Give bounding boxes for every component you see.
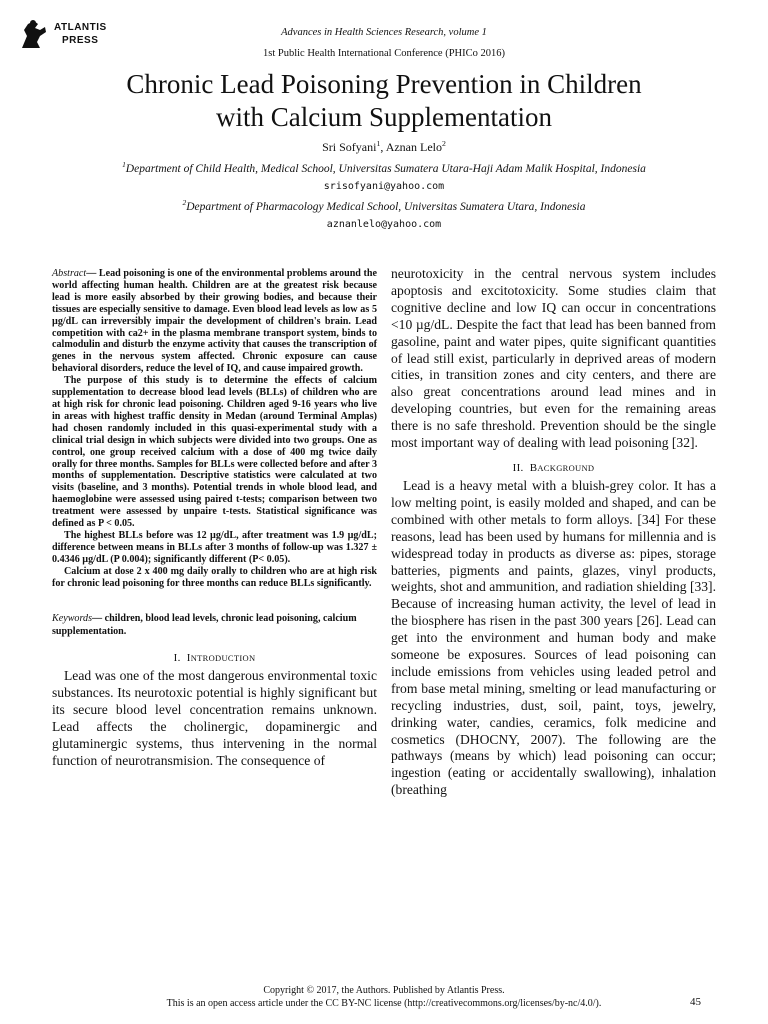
abstract-dash: — [86, 268, 97, 279]
footer-license: This is an open access article under the CC BY-NC license (http://creativecommons.org/licenses/by-nc/4.0/). [166, 998, 602, 1009]
author-email[interactable]: aznanlelo@yahoo.com [326, 219, 442, 230]
abstract-paragraph: Calcium at dose 2 x 400 mg daily orally to children who are at high risk for chronic lead poisoning for three months can reduce BLLs significantly. [52, 565, 377, 589]
abstract [52, 268, 377, 589]
section-title-initial: I [186, 652, 191, 665]
footer-copyright: Copyright © 2017, the Authors. Published by Atlantis Press. [263, 985, 505, 996]
logo-line-press: PRESS [62, 35, 99, 46]
author-email[interactable]: srisofyani@yahoo.com [323, 181, 445, 192]
body-paragraph: Lead is a heavy metal with a bluish-grey color. It has a low melting point, is easily molded and shaped, and can be combined with other metals to form alloys. [34] For these reasons, lead has been used by humans for millennia and is widespread today in products as diverse as: pipes, storage batteries, pigments and paints, glazes, vinyl products, weights, shot and ammunition, and radiation shielding [33]. Because of increasing human activity, the level of lead in the biosphere has risen in the past 300 years [26]. Lead can get into the environment and human body and make someone be exposures. Sources of lead poisoning can include emissions from vehicles using leaded petrol and from base metal mining, smelting or lead manufacturing or recycling industries, dust, soil, paint, toys, jewelry, drinking water, candies, ceramics, folk medicine and cosmetics (DHOCNY, 2007). The following are the pathways (means by which) lead poisoning can occur; ingestion (eating or accidentally swallowing), inhalation (breathing [391, 477, 716, 798]
page-number: 45 [690, 996, 701, 1008]
author-separator: , [380, 140, 386, 154]
affiliation-text: Department of Child Health, Medical School, Universitas Sumatera Utara-Haji Adam Malik Hospital, Indonesia [125, 163, 646, 175]
author-affiliation-mark: 2 [442, 139, 446, 148]
affiliation-2 [0, 198, 768, 213]
title-line-1: Chronic Lead Poisoning Prevention in Children [126, 69, 642, 99]
keywords [52, 613, 377, 638]
author-name: Sri Sofyani [322, 140, 377, 154]
abstract-paragraph: The purpose of this study is to determine the effects of calcium supplementation to decrease blood lead levels (BLLs) of children who are at high risk for chronic lead poisoning. Children aged 9-16 years who live in areas with highest traffic density in Medan (around Terminal Amplas) had chosen randomly included in this quasi-experimental study with a clinical trial design in which subjects were divided into two groups. One as control, one group received calcium with a dose of 400 mg twice daily orally for three months. Samples for BLLs were collected before and after 3 months of supplementation. Descriptive statistics were calculated at two visits (baseline, and 3 months). Potential trends in whole blood lead, and haemoglobine were assessed using paired t-tests; comparison between two treatment were assessed by unpaire t-tests. Statistical significance was defined as P < 0.05. [52, 375, 377, 530]
section-title-rest: ACKGROUND [537, 462, 595, 473]
keywords-text: children, blood lead levels, chronic lead poisoning, calcium supplementation. [52, 613, 357, 637]
right-column [391, 266, 716, 799]
affiliation-1 [0, 160, 768, 175]
affiliation-text: Department of Pharmacology Medical School, Universitas Sumatera Utara, Indonesia [186, 201, 586, 213]
abstract-paragraph: The highest BLLs before was 12 µg/dL, after treatment was 1.9 µg/dL; difference between means in BLLs after 3 months of follow-up was 1.327 ± 0.4346 µg/dL (P 0.004); significantly different (P< 0.05). [52, 529, 377, 565]
body-paragraph: Lead was one of the most dangerous environmental toxic substances. Its neurotoxic potential is highly significant but its secure blood level concentration remains unknown. Lead affects the cholinergic, dopaminergic and glutaminergic systems, thus intervening in the normal function of neurotransmision. The consequence of [52, 668, 377, 768]
title-line-2: with Calcium Supplementation [216, 102, 552, 132]
conference-name: 1st Public Health International Conference (PHICo 2016) [262, 48, 506, 59]
logo-line-atlantis: ATLANTIS [54, 22, 107, 33]
affiliation-mark: 1 [122, 160, 126, 170]
keywords-dash: — [92, 613, 103, 625]
paper-title [40, 68, 728, 134]
body-paragraph: neurotoxicity in the central nervous system includes apoptosis and excitotoxicity. Some studies claim that cognitive decline and low IQ can occur in concentrations <10 µg/dL. Despite the fact that lead has been banned from gasoline, paint and water pipes, quite significant quantities of lead still exist, particularly in deprived areas of modern cities, in transition zones and city centers, and there are also great concentrations around lead mines and in developing countries, but even for the remaining areas there is no safe threshold. Prevention should be the single most important way of dealing with lead poisoning [32]. [391, 266, 716, 451]
affiliation-mark: 2 [182, 198, 187, 208]
section-title-rest: NTRODUCTION [190, 653, 256, 664]
author-list [0, 140, 768, 155]
abstract-paragraph [52, 268, 377, 375]
author-name: Aznan Lelo [385, 140, 442, 154]
section-title-initial: B [529, 461, 538, 474]
author-affiliation-mark: 1 [376, 139, 381, 148]
left-column [52, 268, 377, 770]
section-number: I. [173, 652, 181, 665]
keywords-label: Keywords [52, 613, 93, 625]
section-heading-introduction [52, 652, 377, 664]
section-heading-background [391, 462, 716, 474]
abstract-text: Lead poisoning is one of the environmental problems around the world affecting human health. Children are at the greatest risk because lead is more easily absorbed by their growing bodies, and because their tissues are especially sensitive to damage. Even blood lead levels as low as 5 µg/dL can irreversibly impair the development of children's brain. Lead competition with ca2+ in the plasma membrane transport system, binds to calmodulin and disturb the enzyme activity that causes the transcription of genes in the nervous system affected. Chronic exposure can cause behavioral disorders, reduce the level of IQ, and cause impaired growth. [52, 268, 377, 375]
section-number: II. [512, 461, 524, 474]
abstract-label: Abstract [52, 268, 87, 279]
journal-name: Advances in Health Sciences Research, volume 1 [281, 27, 487, 38]
